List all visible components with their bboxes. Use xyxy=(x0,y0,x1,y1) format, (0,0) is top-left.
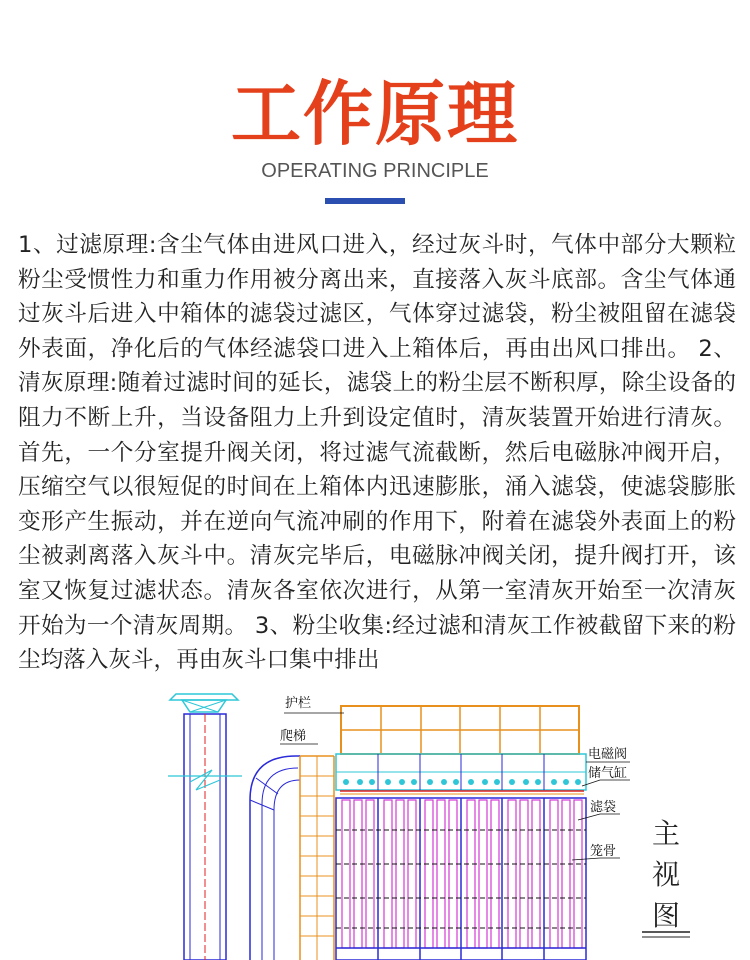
guardrail-label: 护栏 xyxy=(285,696,312,711)
filter-bag-chamber xyxy=(336,798,586,960)
page-title: 工作原理 xyxy=(231,73,519,155)
filter-bag-label: 滤袋 xyxy=(590,800,617,815)
callout-leaders xyxy=(280,713,630,860)
view-label-char-3: 图 xyxy=(652,899,681,932)
principle-description: 1、过滤原理:含尘气体由进风口进入，经过灰斗时，气体中部分大颗粒粉尘受惯性力和重力作用被分离出来，直接落入灰斗底部。含尘气体通过灰斗后进入中箱体的滤袋过滤区，气体穿过滤袋，粉尘被阻留在滤袋外表面，净化后的气体经滤袋口进入上箱体后，再由出风口排出。 2、清灰原理:随着过滤时间的延长，滤袋上的粉尘层不断积厚，除尘设备的阻力不断上升，当设备阻力上升到设定值时，清灰装置开始进行清灰。首先，一个分室提升阀关闭，将过滤气流截断，然后电磁脉冲阀开启，压缩空气以很短促的时间在上箱体内迅速膨胀，涌入滤袋，使滤袋膨胀变形产生振动，并在逆向气流冲刷的作用下，附着在滤袋外表面上的粉尘被剥离落入灰斗中。清灰完毕后，电磁脉冲阀关闭，提升阀打开，该室又恢复过滤状态。清灰各室依次进行，从第一室清灰开始至一次清灰开始为一个清灰周期。 3、粉尘收集:经过滤和清灰工作被截留下来的粉尘均落入灰斗，再由灰斗口集中排出 xyxy=(18,232,736,674)
baghouse-front-view-drawing xyxy=(0,676,750,960)
view-label-char-1: 主 xyxy=(652,817,681,850)
guardrail xyxy=(341,706,579,754)
ladder-label: 爬梯 xyxy=(280,729,307,744)
view-label-char-2: 视 xyxy=(652,858,681,891)
page-subtitle: OPERATING PRINCIPLE xyxy=(261,160,489,182)
air-tank-label: 储气缸 xyxy=(588,766,628,781)
title-underline-bar xyxy=(325,198,405,204)
inlet-elbow-duct xyxy=(250,756,300,960)
ladder xyxy=(300,756,334,960)
exhaust-stack xyxy=(168,694,242,960)
solenoid-valve-label: 电磁阀 xyxy=(588,747,628,762)
cage-label: 笼骨 xyxy=(590,844,617,859)
upper-box xyxy=(336,754,586,798)
